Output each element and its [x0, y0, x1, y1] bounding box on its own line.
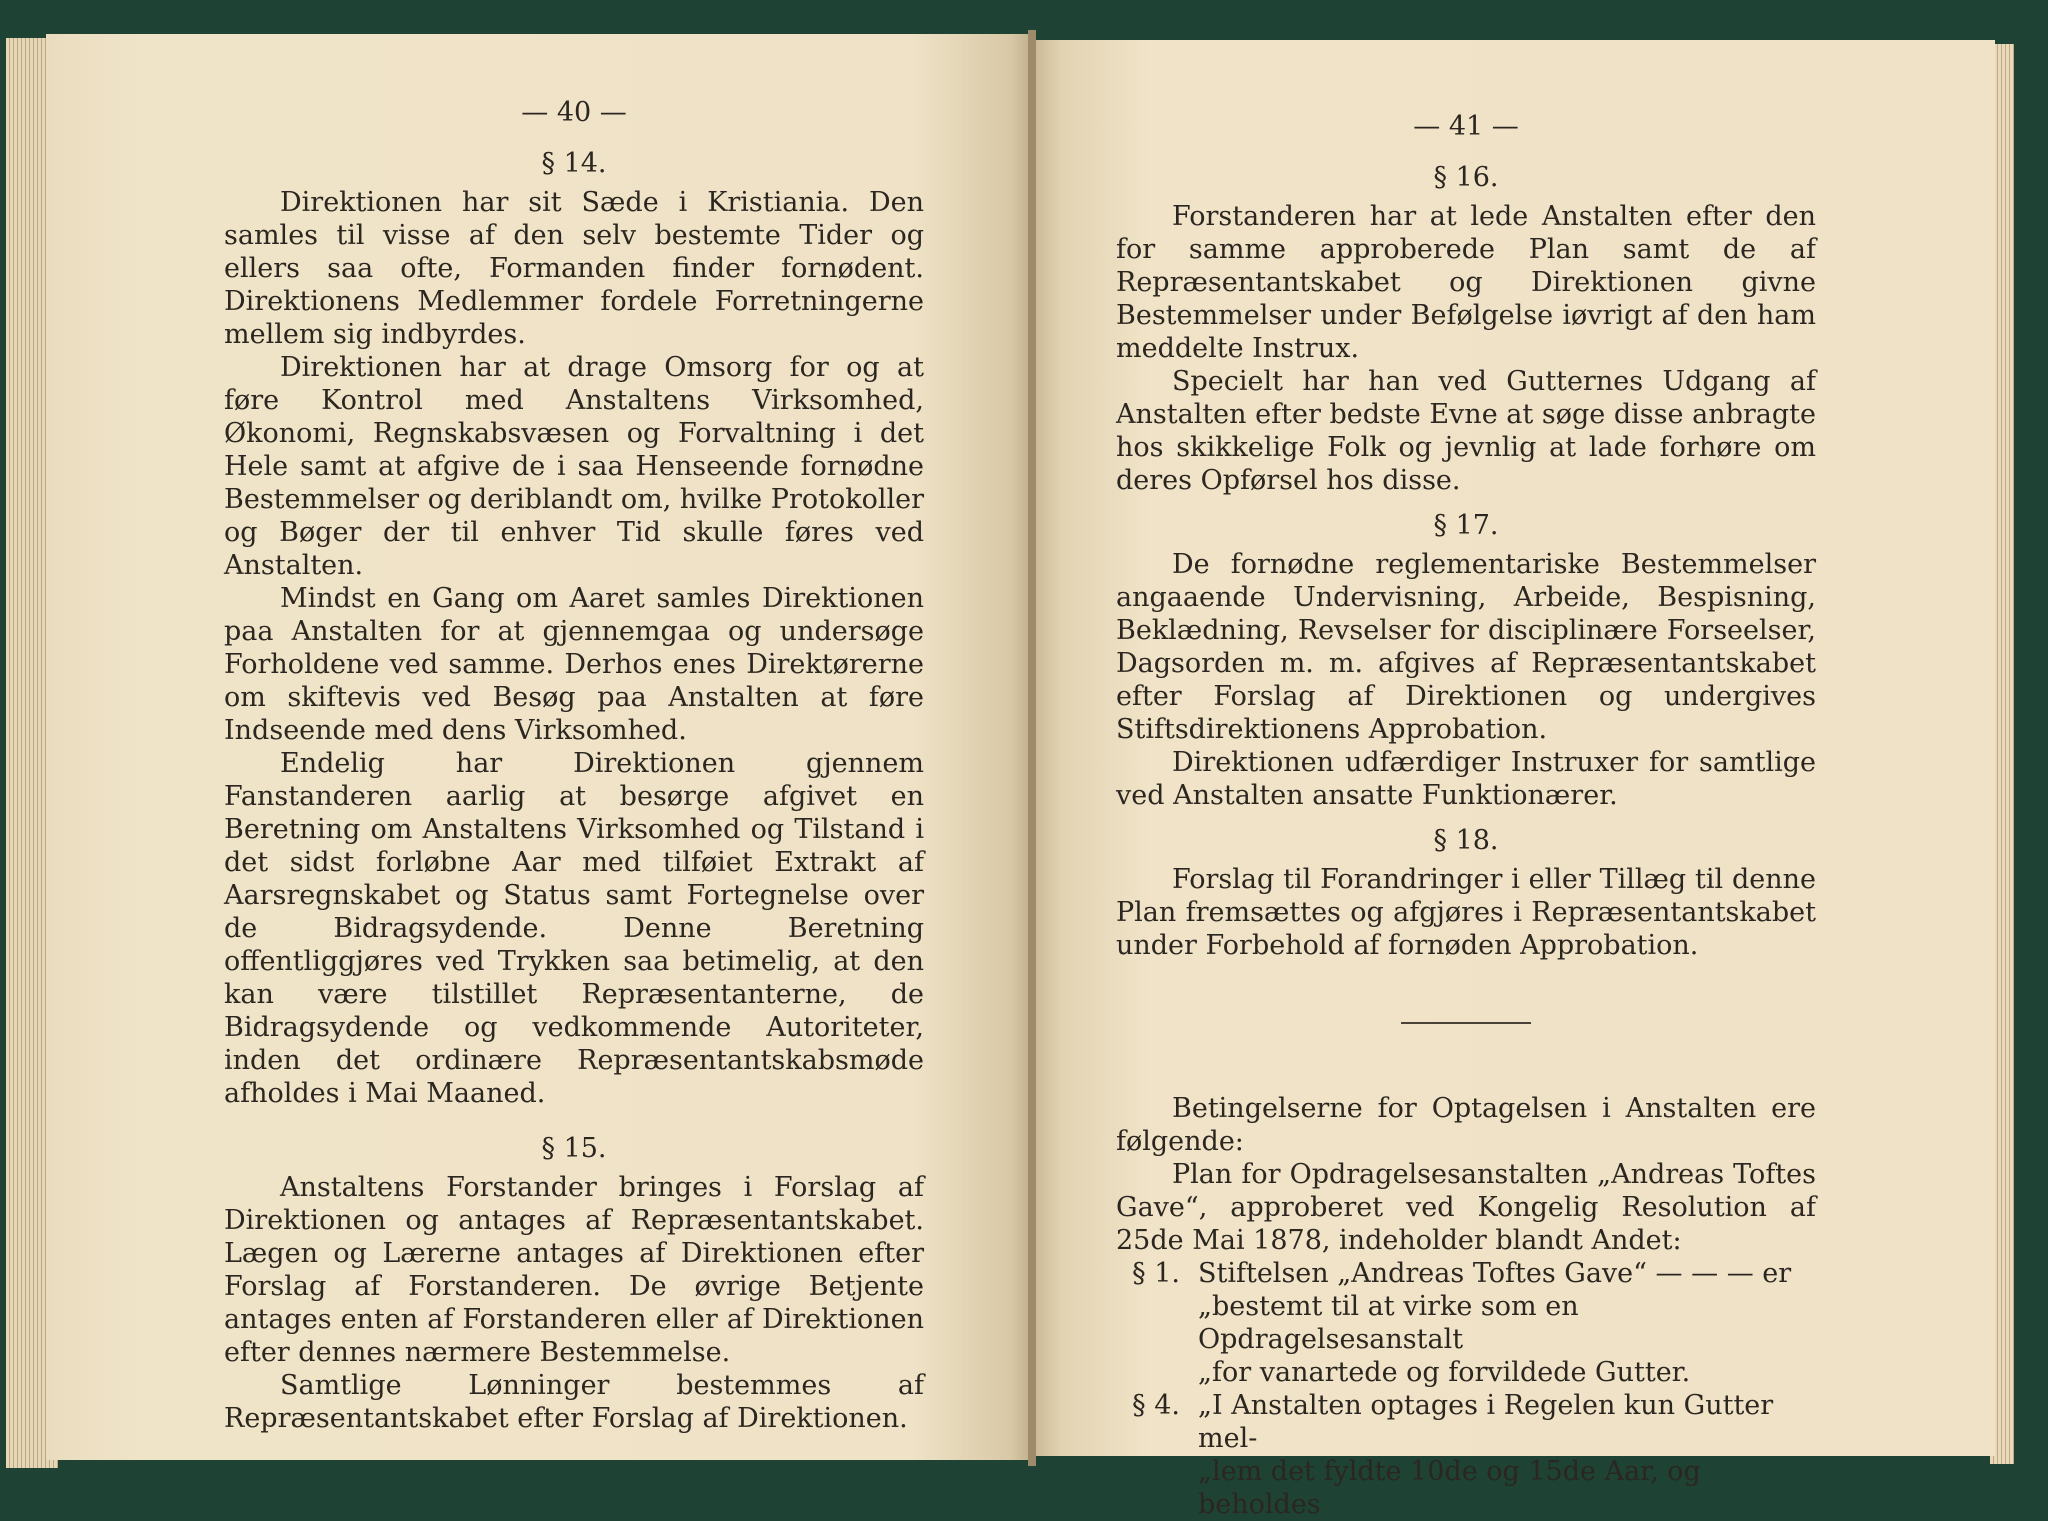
page-number-left: — 40 —	[521, 97, 627, 128]
paragraph: Specielt har han ved Gutternes Udgang af Anstalten efter bedste Evne at søge disse anbragte hos skikkelige Folk og jevnlig at lade forhøre om deres Opførsel hos disse.	[1116, 366, 1816, 496]
item-number: § 1.	[1132, 1258, 1180, 1289]
book-gutter	[1028, 30, 1036, 1466]
item-line: Stiftelsen „Andreas Toftes Gave“ — — — er	[1198, 1258, 1792, 1289]
paragraph: Endelig har Direktionen gjennem Fanstanderen aarlig at besørge afgivet en Beretning om Anstaltens Virksomhed og Tilstand i det sidst forløbne Aar med tilføiet Extrakt af Aarsregnskabet og Status samt Fortegnelse over de Bidragsydende. Denne Beretning offentliggjøres ved Trykken saa betimelig, at den kan være tilstillet Repræsentanterne, de Bidragsydende og vedkommende Autoriteter, inden det ordinære Repræsentantskabsmøde afholdes i Mai Maaned.	[224, 748, 924, 1109]
conditions-intro: Betingelserne for Optagelsen i Anstalten ere følgende:	[1116, 1093, 1816, 1157]
paragraph: Direktionen udfærdiger Instruxer for samtlige ved Anstalten ansatte Funktionærer.	[1116, 747, 1816, 811]
plan-paragraph: Plan for Opdragelsesanstalten „Andreas Toftes Gave“, approberet ved Kongelig Resolution af 25de Mai 1878, indeholder blandt Andet:	[1116, 1159, 1816, 1256]
item-line: „bestemt til at virke som en Opdragelsesanstalt	[1198, 1291, 1579, 1355]
section-heading: § 18.	[1433, 825, 1499, 856]
section-heading: § 14.	[541, 148, 607, 179]
item-line: „for vanartede og forvildede Gutter.	[1198, 1357, 1691, 1388]
item-line: „I Anstalten optages i Regelen kun Gutter mel-	[1198, 1390, 1774, 1454]
page-number-right: — 41 —	[1413, 111, 1519, 142]
paragraph: Direktionen har at drage Omsorg for og at føre Kontrol med Anstaltens Virksomhed, Økonomi, Regnskabsvæsen og Forvaltning i det Hele samt at afgive de i saa Henseende fornødne Bestemmelser og deriblandt om, hvilke Protokoller og Bøger der til enhver Tid skulle føres ved Anstalten.	[224, 352, 924, 581]
item-number: § 4.	[1132, 1390, 1180, 1421]
right-page-text	[1116, 110, 1816, 1521]
list-item	[1116, 1389, 1816, 1455]
paragraph: Direktionen har sit Sæde i Kristiania. Den samles til visse af den selv bestemte Tider og ellers saa ofte, Formanden finder fornødent. Direktionens Medlemmer fordele Forretningerne mellem sig indbyrdes.	[224, 187, 924, 350]
section-heading: § 17.	[1433, 510, 1499, 541]
paragraph: De fornødne reglementariske Bestemmelser angaaende Undervisning, Arbeide, Bespisning, Beklædning, Revselser for disciplinære Forseelser, Dagsorden m. m. afgives af Repræsentantskabet efter Forslag af Direktionen og undergives Stiftsdirektionens Approbation.	[1116, 549, 1816, 745]
section-heading: § 16.	[1433, 162, 1499, 193]
paragraph: Samtlige Lønninger bestemmes af Repræsentantskabet efter Forslag af Direktionen.	[224, 1370, 924, 1434]
paragraph: Forstanderen har at lede Anstalten efter den for samme approberede Plan samt de af Repræsentantskabet og Direktionen givne Bestemmelser under Befølgelse iøvrigt af den ham meddelte Instrux.	[1116, 201, 1816, 364]
paragraph: Forslag til Forandringer i eller Tillæg til denne Plan fremsættes og afgjøres i Repræsentantskabet under Forbehold af fornøden Approbation.	[1116, 864, 1816, 961]
item-line: „lem det fyldte 10de og 15de Aar, og beholdes	[1198, 1456, 1701, 1520]
separator-rule	[1401, 1022, 1531, 1024]
paragraph: Mindst en Gang om Aaret samles Direktionen paa Anstalten for at gjennemgaa og undersøge Forholdene ved samme. Derhos enes Direktørerne om skiftevis ved Besøg paa Anstalten at føre Indseende med dens Virksomhed.	[224, 583, 924, 746]
paragraph: Anstaltens Forstander bringes i Forslag af Direktionen og antages af Repræsentantskabet. Lægen og Lærerne antages af Direktionen efter Forslag af Forstanderen. De øvrige Betjente antages enten af Forstanderen eller af Direktionen efter dennes nærmere Bestemmelse.	[224, 1172, 924, 1368]
list-item	[1116, 1257, 1816, 1290]
section-heading: § 15.	[541, 1133, 607, 1164]
left-page-text	[224, 96, 924, 1435]
